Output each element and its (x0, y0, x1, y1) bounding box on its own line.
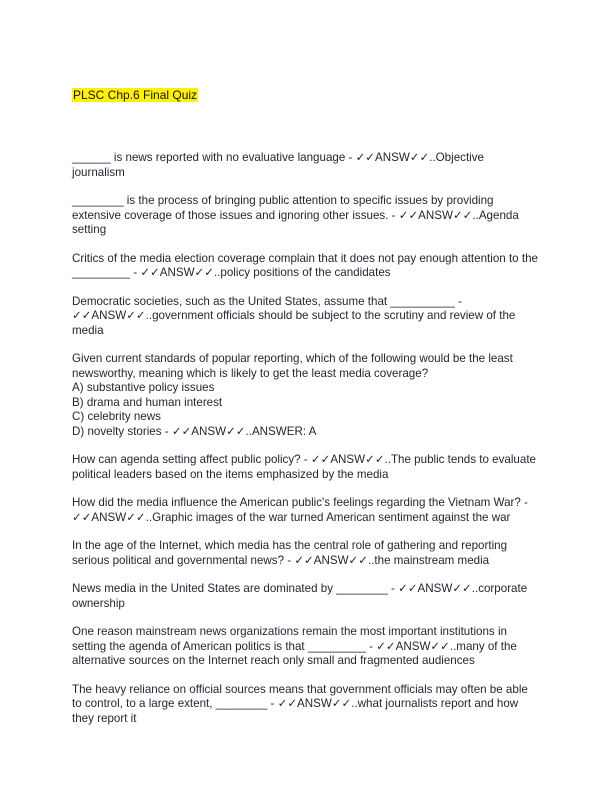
document-title: PLSC Chp.6 Final Quiz (73, 88, 198, 102)
question-item: How did the media influence the American public's feelings regarding the Vietnam War? - ✓✓ANSW✓✓..Graphic images of the war turned American sentiment against the war (72, 496, 528, 524)
answer-option: B) drama and human interest (72, 395, 223, 409)
question-item: One reason mainstream news organizations remain the most important institutions in setting the agenda of American politics is that _________ - ✓✓ANSW✓✓..many of the alternative sources on the Internet reach only small and fragmented audiences (72, 625, 517, 667)
question-item: The heavy reliance on official sources means that government officials may often be able to control, to a large extent, ________ - ✓✓ANSW✓✓..what journalists report and how they report it (72, 682, 528, 725)
multiple-choice-question (72, 352, 540, 439)
question-item: ________ is the process of bringing public attention to specific issues by providing extensive coverage of those issues and ignoring other issues. - ✓✓ANSW✓✓..Agenda setting (72, 194, 519, 236)
question-stem: Given current standards of popular reporting, which of the following would be the least newsworthy, meaning which is likely to get the least media coverage? (72, 352, 513, 380)
answer-option: C) celebrity news (72, 410, 161, 423)
answer-option: D) novelty stories - ✓✓ANSW✓✓..ANSWER: A (72, 424, 317, 438)
question-item: Democratic societies, such as the United States, assume that __________ - ✓✓ANSW✓✓..government officials should be subject to the scrutiny and review of the media (72, 294, 516, 337)
answer-option: A) substantive policy issues (72, 381, 215, 394)
question-list (72, 151, 540, 726)
question-item: In the age of the Internet, which media has the central role of gathering and reporting serious political and governmental news? - ✓✓ANSW✓✓..the mainstream media (72, 539, 508, 567)
question-item: News media in the United States are dominated by ________ - ✓✓ANSW✓✓..corporate ownership (72, 582, 528, 610)
question-item: ______ is news reported with no evaluative language - ✓✓ANSW✓✓..Objective journalism (72, 151, 484, 179)
question-item: Critics of the media election coverage complain that it does not pay enough attention to the _________ - ✓✓ANSW✓✓..policy positions of the candidates (72, 251, 538, 279)
question-item: How can agenda setting affect public policy? - ✓✓ANSW✓✓..The public tends to evaluate political leaders based on the items emphasized by the media (72, 453, 536, 481)
document-page (72, 86, 540, 740)
